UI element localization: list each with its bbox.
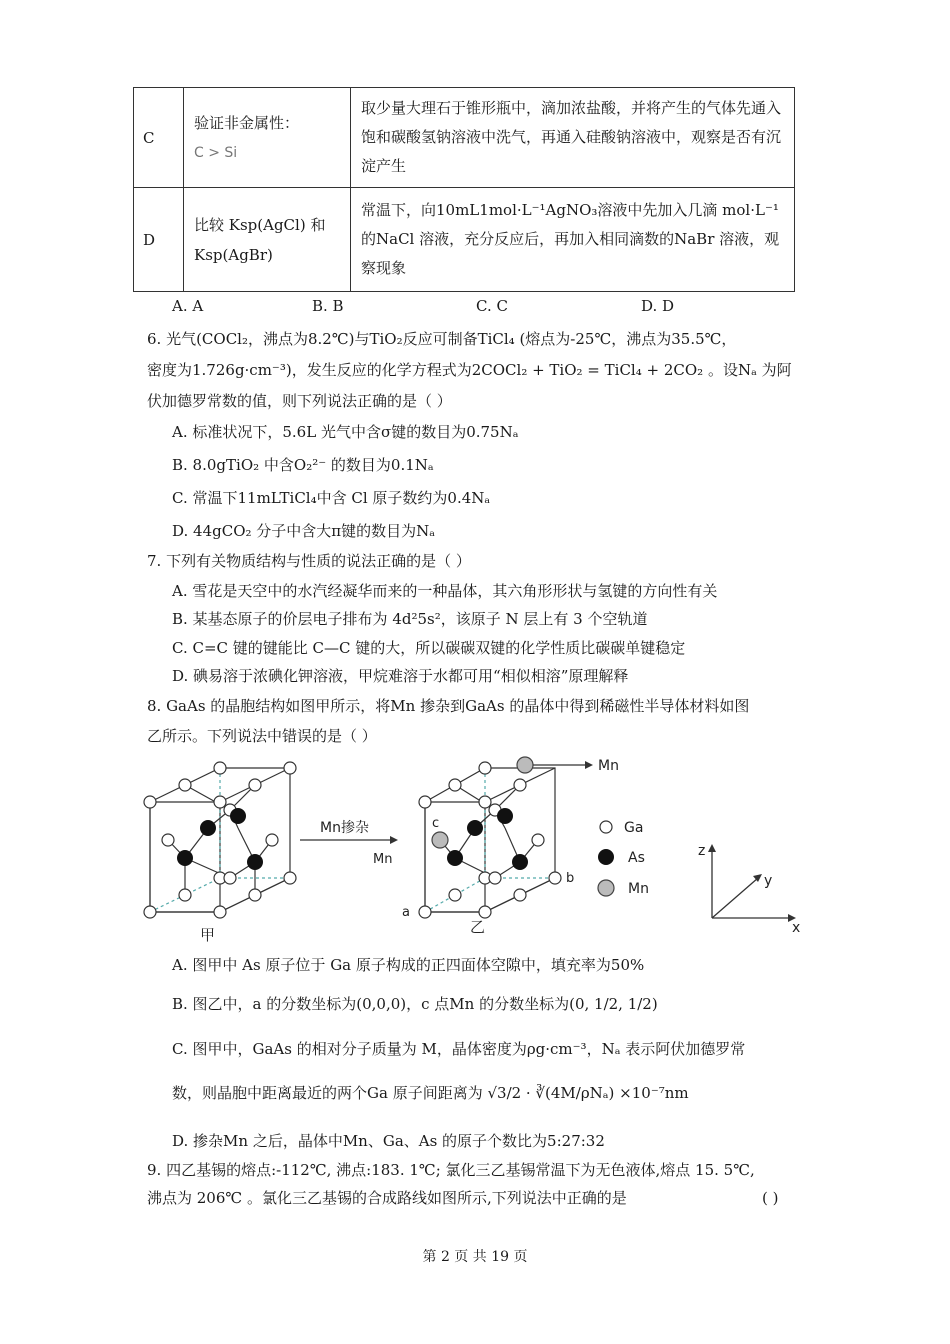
label-yi: 乙	[470, 918, 486, 936]
q8-option-c: C. 图甲中，GaAs 的相对分子质量为 M，晶体密度为ρg·cm⁻³，Nₐ 表示阿伏加德罗常	[172, 1040, 746, 1058]
q7-option-b: B. 某基态原子的价层电子排布为 4d²5s²，该原子 N 层上有 3 个空轨道	[172, 610, 648, 628]
table-row	[134, 88, 795, 188]
table-row	[134, 188, 795, 292]
legend-mn-icon	[598, 880, 614, 896]
purpose-cell	[184, 188, 351, 292]
q6-stem-line: 6. 光气(COCl₂，沸点为8.2℃)与TiO₂反应可制备TiCl₄ (熔点为-25℃，沸点为35.5℃，	[147, 330, 737, 348]
q8-option-a: A. 图甲中 As 原子位于 Ga 原子构成的正四面体空隙中，填充率为50%	[172, 956, 645, 974]
legend-as-icon	[598, 849, 614, 865]
q8-option-d: D. 掺杂Mn 之后，晶体中Mn、Ga、As 的原子个数比为5:27:32	[172, 1132, 605, 1150]
arrow-head-icon	[390, 836, 398, 844]
q6-option-c: C. 常温下11mLTiCl₄中含 Cl 原子数约为0.4Nₐ	[172, 489, 491, 507]
purpose-line: C > Si	[194, 144, 238, 161]
purpose-line: 比较 Ksp(AgCl) 和	[194, 215, 326, 234]
label-jia: 甲	[200, 926, 216, 944]
point-a-label: a	[402, 905, 410, 920]
q6-stem	[147, 325, 815, 415]
mn-label-top: Mn	[598, 758, 619, 774]
point-c-label: c	[432, 816, 440, 831]
q8-stem	[147, 692, 815, 750]
crystal-structure-figure	[140, 750, 810, 945]
option-cell: D	[134, 188, 184, 292]
answer-choice: B. B	[312, 297, 344, 315]
answer-choice: A. A	[172, 297, 204, 315]
axis-y-label: y	[764, 873, 773, 889]
q6-stem-line: 密度为1.726g·cm⁻³)，发生反应的化学方程式为2COCl₂ + TiO₂ = TiCl₄ + 2CO₂ 。设Nₐ 为阿	[147, 361, 792, 379]
q9-line: 9. 四乙基锡的熔点:-112℃, 沸点:183. 1℃; 氯化三乙基锡常温下为无色液体,熔点 15. 5℃,	[147, 1161, 755, 1179]
answer-choice: D. D	[641, 297, 675, 315]
axis-z-label: z	[698, 843, 706, 859]
q6-stem-line: 伏加德罗常数的值，则下列说法正确的是（ ）	[147, 392, 452, 410]
q7-option-a: A. 雪花是天空中的水汽经凝华而来的一种晶体，其六角形形状与氢键的方向性有关	[172, 582, 718, 600]
q8-stem-line: 8. GaAs 的晶胞结构如图甲所示，将Mn 掺杂到GaAs 的晶体中得到稀磁性半导体材料如图	[147, 697, 750, 715]
answer-choice: C. C	[476, 297, 508, 315]
q9-stem	[147, 1156, 815, 1212]
purpose-line: 验证非金属性：	[194, 113, 300, 132]
q9-answer-bracket: ( )	[762, 1189, 779, 1207]
q6-option-b: B. 8.0gTiO₂ 中含O₂²⁻ 的数目为0.1Nₐ	[172, 456, 434, 474]
q9-line: 沸点为 206℃ 。氯化三乙基锡的合成路线如图所示,下列说法中正确的是	[147, 1189, 627, 1207]
arrow-label: Mn掺杂	[320, 820, 369, 836]
legend	[598, 820, 649, 897]
legend-ga-icon	[600, 821, 612, 833]
q8-stem-line: 乙所示。下列说法中错误的是（ ）	[147, 727, 377, 745]
mn-label-left: Mn	[373, 852, 393, 867]
axis-x-label: x	[792, 920, 801, 936]
option-cell: C	[134, 88, 184, 188]
page-footer: 第 2 页 共 19 页	[422, 1249, 528, 1265]
q8-option-b: B. 图乙中，a 的分数坐标为(0,0,0)，c 点Mn 的分数坐标为(0, 1/2, 1/2)	[172, 995, 658, 1013]
legend-mn-label: Mn	[628, 881, 649, 897]
q7-option-d: D. 碘易溶于浓碘化钾溶液，甲烷难溶于水都可用“相似相溶”原理解释	[172, 667, 629, 685]
mn-pointer-arrow-icon	[585, 761, 593, 769]
procedure-cell: 取少量大理石于锥形瓶中，滴加浓盐酸，并将产生的气体先通入饱和碳酸氢钠溶液中洗气，再通入硅酸钠溶液中，观察是否有沉淀产生	[351, 88, 795, 188]
q8-option-c-cont: 数，则晶胞中距离最近的两个Ga 原子间距离为 √3/2 · ∛(4M/ρNₐ) ×10⁻⁷nm	[172, 1084, 689, 1102]
purpose-cell	[184, 88, 351, 188]
q6-option-d: D. 44gCO₂ 分子中含大π键的数目为Nₐ	[172, 522, 436, 540]
legend-ga-label: Ga	[624, 820, 644, 836]
q7-option-c: C. C=C 键的键能比 C—C 键的大，所以碳碳双键的化学性质比碳碳单键稳定	[172, 639, 686, 657]
point-b-label: b	[566, 871, 575, 886]
purpose-line: Ksp(AgBr)	[194, 245, 273, 264]
legend-as-label: As	[628, 850, 645, 866]
q6-option-a: A. 标准状况下，5.6L 光气中含σ键的数目为0.75Nₐ	[172, 423, 519, 441]
coordinate-axes	[708, 844, 796, 922]
q7-stem: 7. 下列有关物质结构与性质的说法正确的是（ ）	[147, 552, 471, 570]
procedure-cell: 常温下，向10mL1mol·L⁻¹AgNO₃溶液中先加入几滴 mol·L⁻¹的NaCl 溶液，充分反应后，再加入相同滴数的NaBr 溶液，观察现象	[351, 188, 795, 292]
experiment-table	[133, 87, 795, 292]
